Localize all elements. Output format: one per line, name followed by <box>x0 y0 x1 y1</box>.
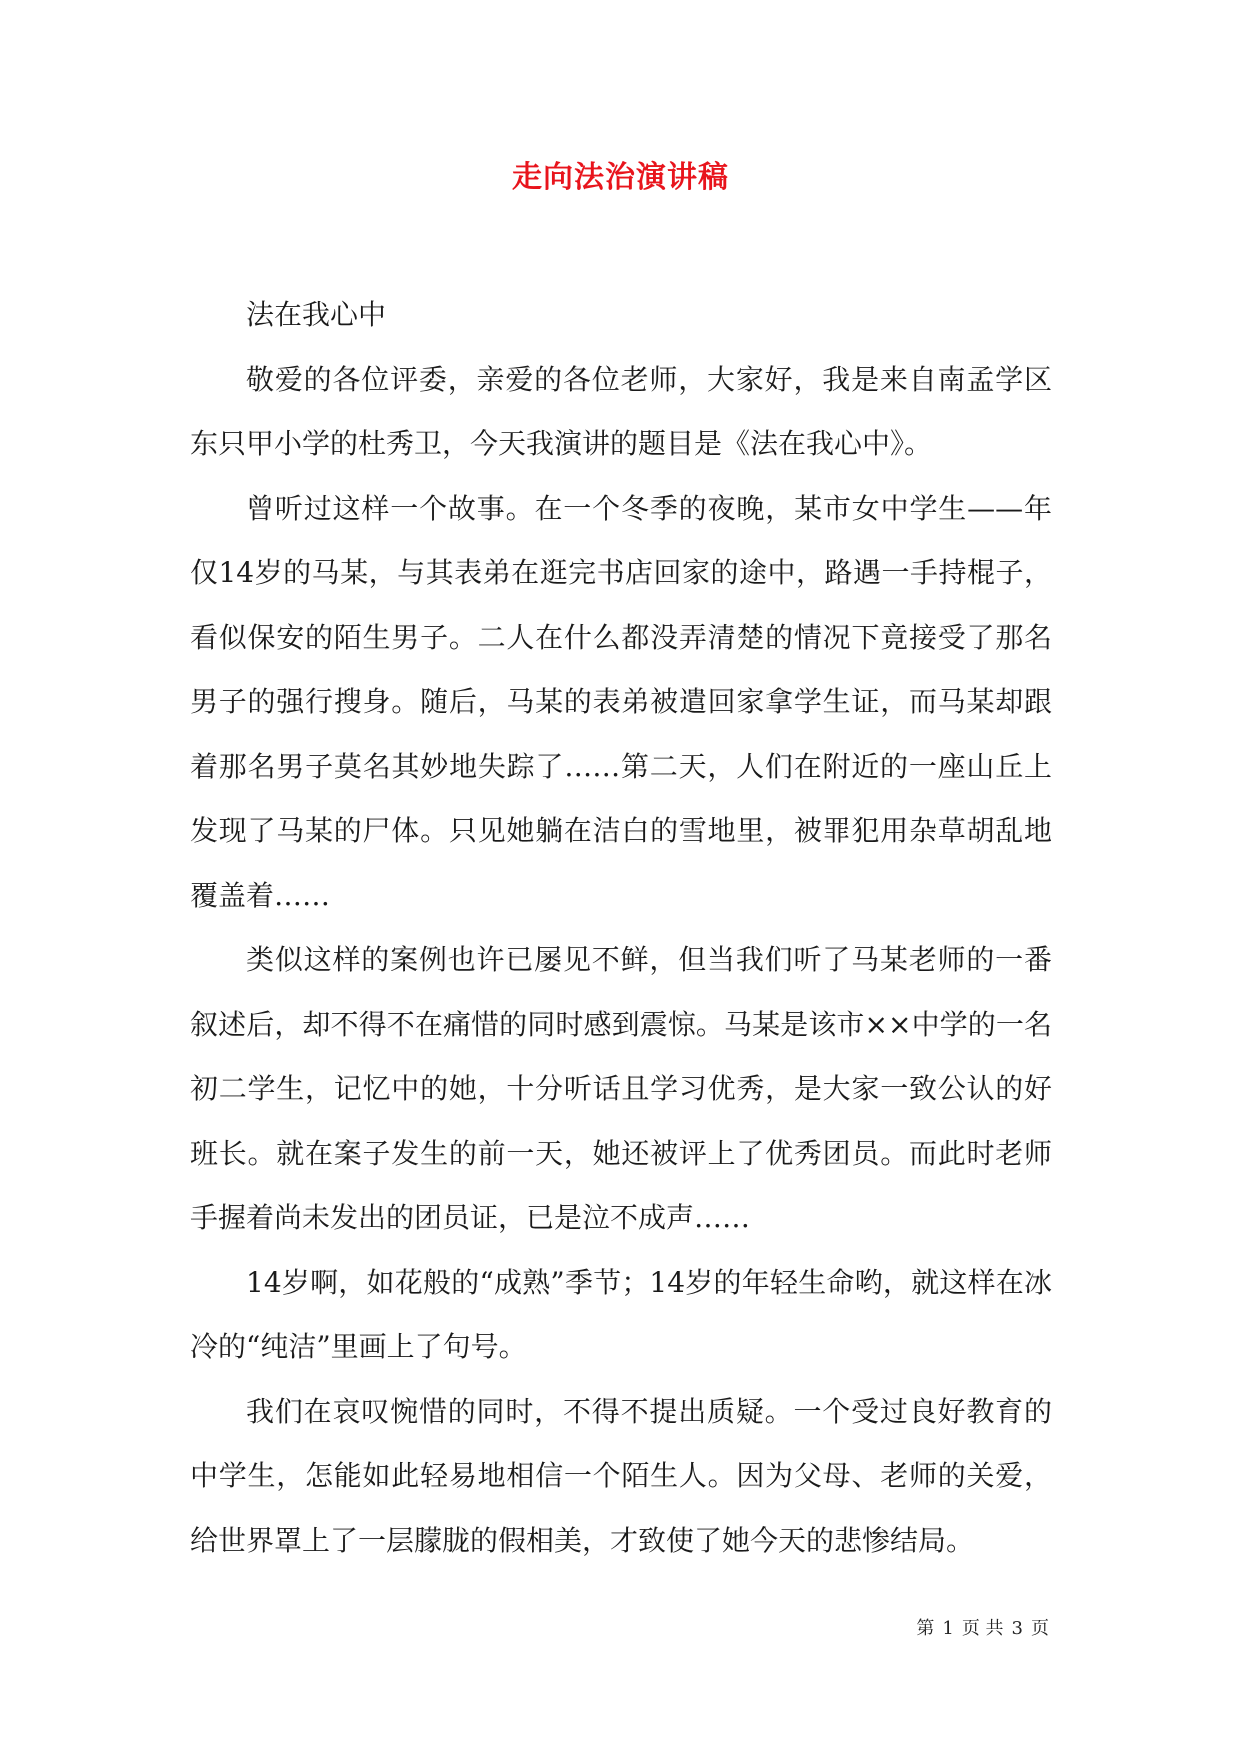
page-footer <box>912 1617 1053 1641</box>
paragraph: 14岁啊，如花般的“成熟”季节；14岁的年轻生命哟，就这样在冰冷的“纯洁”里画上了句号。 <box>190 1265 1052 1363</box>
document-title: 走向法治演讲稿 <box>512 160 729 195</box>
paragraph: 敬爱的各位评委，亲爱的各位老师，大家好，我是来自南孟学区东只甲小学的杜秀卫，今天我演讲的题目是《法在我心中》。 <box>190 362 1052 460</box>
paragraph: 类似这样的案例也许已屡见不鲜，但当我们听了马某老师的一番叙述后，却不得不在痛惜的同时感到震惊。马某是该市××中学的一名初二学生，记忆中的她，十分听话且学习优秀，是大家一致公认的好班长。就在案子发生的前一天，她还被评上了优秀团员。而此时老师手握着尚未发出的团员证，已是泣不成声…… <box>190 943 1052 1234</box>
footer-total-pages: 3 <box>1011 1618 1023 1639</box>
document-body <box>190 283 1052 1573</box>
footer-label-pages: 页 <box>1031 1618 1049 1639</box>
footer-label-page: 第 <box>916 1618 935 1639</box>
footer-current-page: 1 <box>942 1618 954 1639</box>
paragraph: 我们在哀叹惋惜的同时，不得不提出质疑。一个受过良好教育的中学生，怎能如此轻易地相信一个陌生人。因为父母、老师的关爱，给世界罩上了一层朦胧的假相美，才致使了她今天的悲惨结局。 <box>190 1394 1052 1557</box>
footer-label-of: 页 共 <box>961 1618 1004 1639</box>
paragraph-heading: 法在我心中 <box>246 298 387 331</box>
paragraph: 曾听过这样一个故事。在一个冬季的夜晚，某市女中学生——年仅14岁的马某，与其表弟在逛完书店回家的途中，路遇一手持棍子，看似保安的陌生男子。二人在什么都没弄清楚的情况下竟接受了那名男子的强行搜身。随后，马某的表弟被遣回家拿学生证，而马某却跟着那名男子莫名其妙地失踪了……第二天，人们在附近的一座山丘上发现了马某的尸体。只见她躺在洁白的雪地里，被罪犯用杂草胡乱地覆盖着…… <box>190 491 1052 912</box>
